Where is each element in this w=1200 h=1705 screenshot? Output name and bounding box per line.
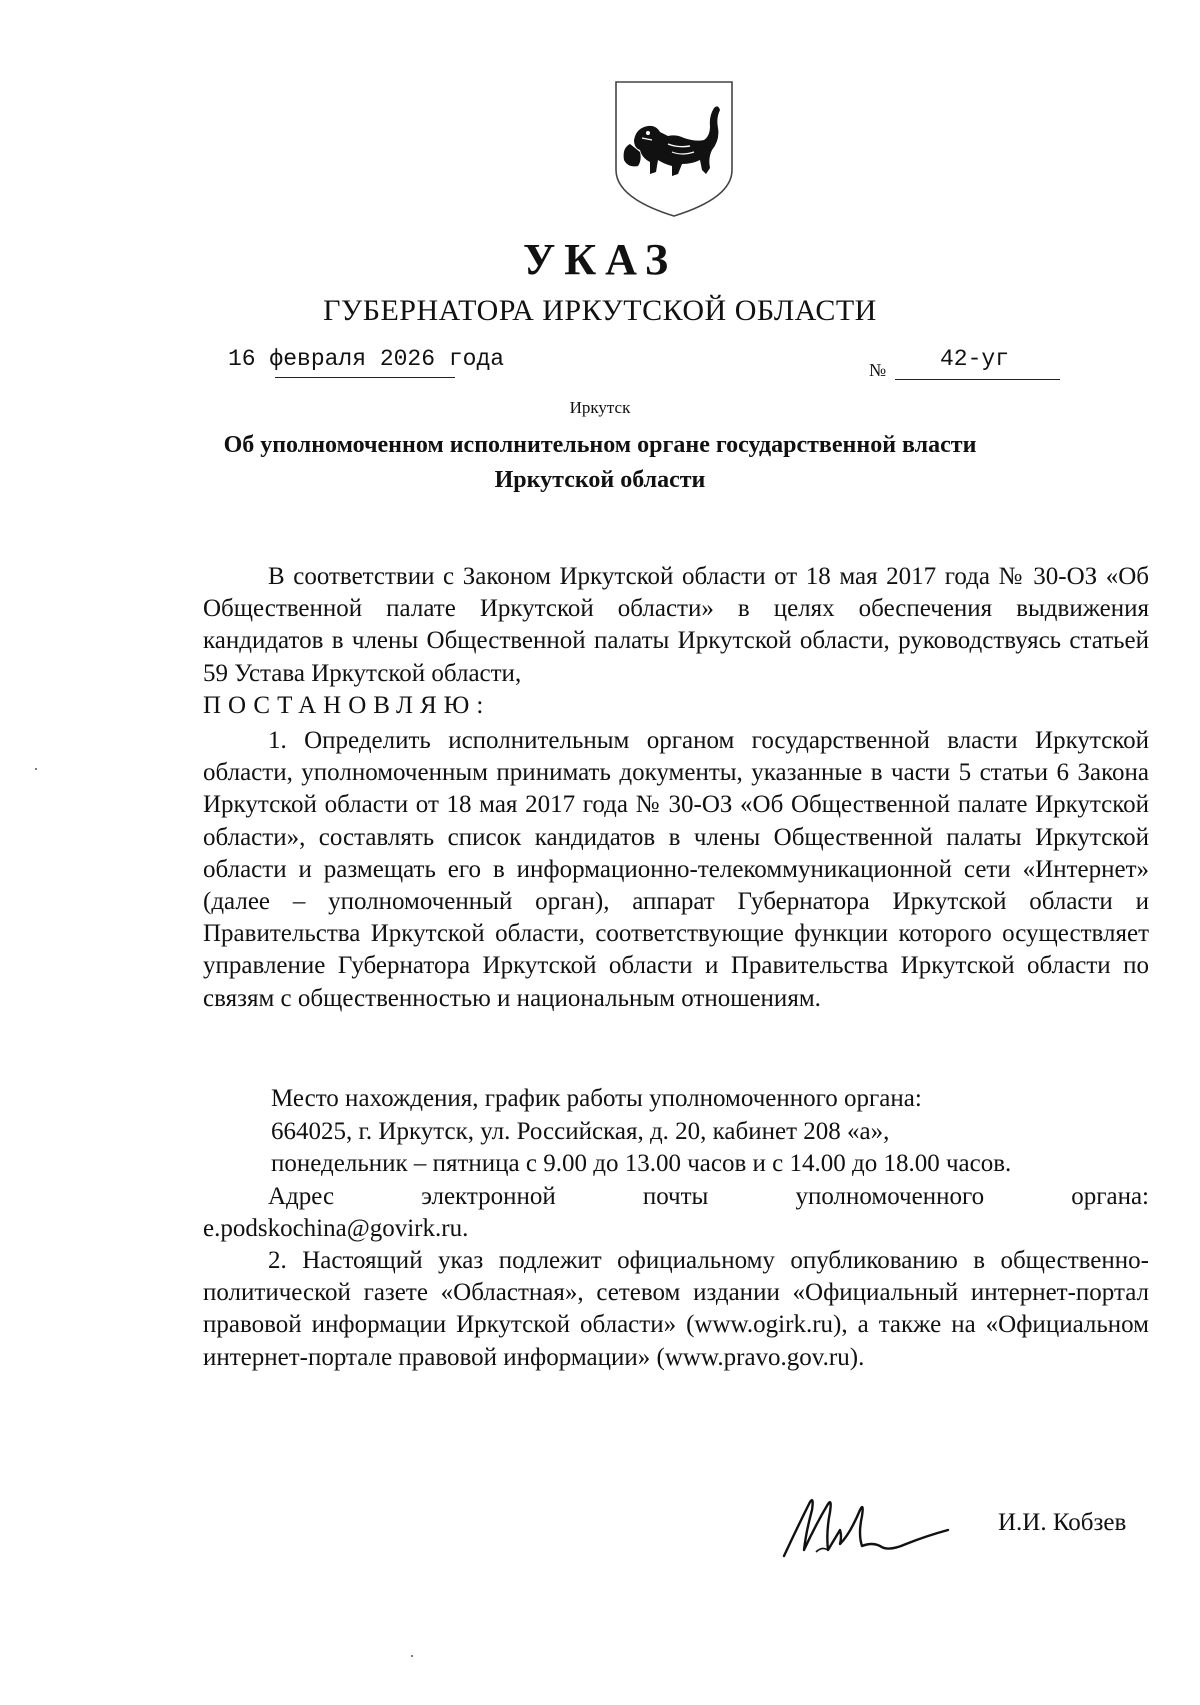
heading-line-1: Об уполномоченном исполнительном органе государственной власти: [223, 432, 977, 458]
item-1-paragraph: 1. Определить исполнительным органом государственной власти Иркутской области, уполномоченным принимать документы, указанные в части 5 статьи 6 Закона Иркутской области от 18 мая 2017 года № 30-ОЗ «Об Общественной палате Иркутской области», составлять список кандидатов в члены Общественной палаты Иркутской области и размещать его в информационно-телекоммуникационной сети «Интернет» (далее – уполномоченный орган), аппарат Губернатора Иркутской области и Правительства Иркутской области, соответствующие функции которого осуществляет управление Губернатора Иркутской области и Правительства Иркутской области по связям с общественностью и национальным отношениям.: [203, 727, 1149, 1012]
intro-paragraph: В соответствии с Законом Иркутской области от 18 мая 2017 года № 30-ОЗ «Об Общественной палате Иркутской области» в целях обеспечения выдвижения кандидатов в члены Общественной палаты Иркутской области, руководствуясь статьей 59 Устава Иркутской области,: [203, 563, 1149, 687]
email-address: e.podskochina@govirk.ru.: [203, 1215, 469, 1243]
number-underline: [895, 379, 1060, 380]
document-number: 42-уг: [940, 346, 1010, 372]
email-block: [203, 1181, 1149, 1245]
document-city: Иркутск: [569, 398, 631, 417]
email-label: Адрес электронной почты уполномоченного органа:: [268, 1183, 1149, 1210]
handwritten-signature-icon: [776, 1480, 956, 1568]
coat-of-arms-icon: [612, 78, 736, 220]
location-hours: понедельник – пятница с 9.00 до 13.00 часов и с 14.00 до 18.00 часов.: [271, 1150, 1012, 1177]
heading-line-2: Иркутской области: [494, 467, 706, 493]
location-address: 664025, г. Иркутск, ул. Российская, д. 20, кабинет 208 «а»,: [271, 1118, 890, 1145]
document-title: УКАЗ: [522, 235, 678, 284]
item-2-paragraph: 2. Настоящий указ подлежит официальному опубликованию в общественно-политической газете «Областная», сетевом издании «Официальный интернет-портал правовой информации Иркутской области» (www.ogirk.ru), а также на «Официальном интернет-портале правовой информации» (www.pravo.gov.ru).: [203, 1247, 1149, 1371]
document-date: 16 февраля 2026 года: [228, 346, 505, 372]
date-underline: [275, 377, 455, 378]
scan-speck: [411, 1655, 413, 1657]
decree-word: ПОСТАНОВЛЯЮ:: [203, 692, 491, 719]
signer-name: И.И. Кобзев: [998, 1509, 1127, 1536]
document-heading: [0, 428, 1200, 498]
document-issuer: ГУБЕРНАТОРА ИРКУТСКОЙ ОБЛАСТИ: [323, 294, 877, 327]
scan-speck: [35, 768, 37, 770]
number-sign: №: [869, 360, 887, 380]
location-title: Место нахождения, график работы уполномоченного органа:: [271, 1085, 922, 1112]
